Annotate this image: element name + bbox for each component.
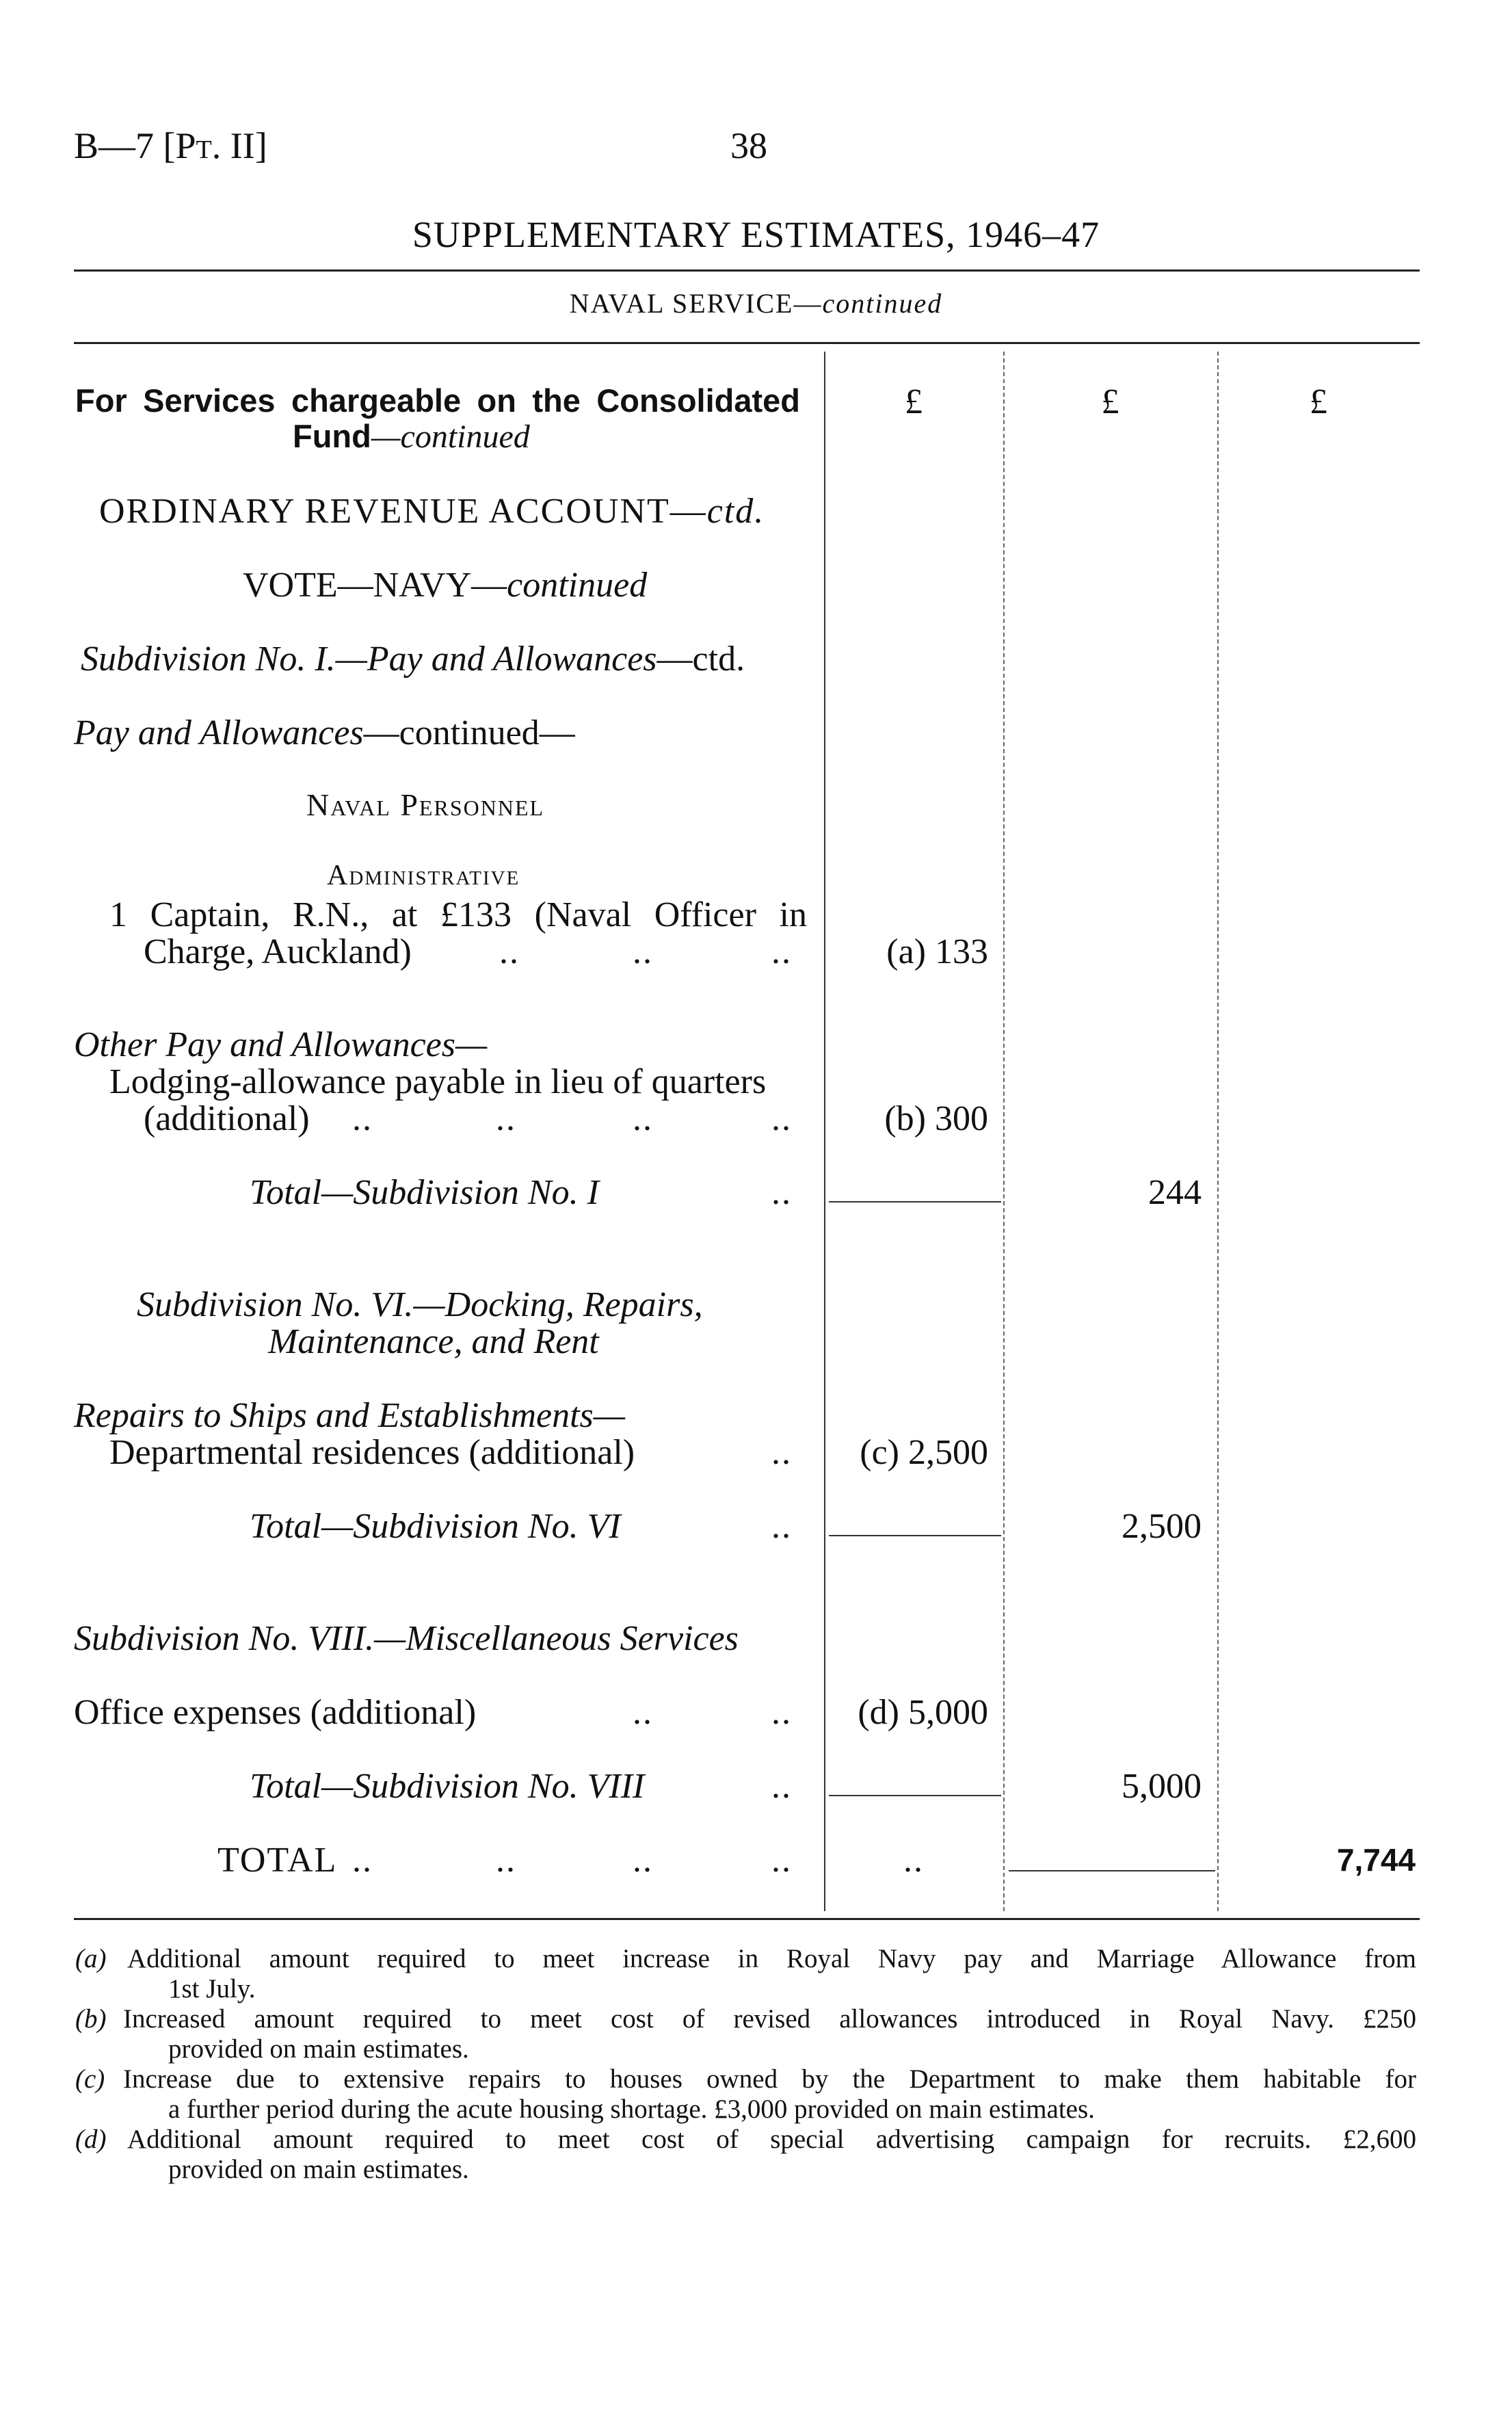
page-number: 38 bbox=[730, 125, 767, 166]
office-expenses: Office expenses (additional) bbox=[74, 1693, 477, 1732]
departmental-amount: (c) 2,500 bbox=[860, 1433, 988, 1472]
departmental-leader: .. bbox=[771, 1433, 792, 1472]
footnote-c-line-1: Increase due to extensive repairs to houses owned by the Department to make them habitable for bbox=[123, 2064, 1416, 2094]
captain-leader-3: .. bbox=[771, 932, 792, 971]
column-divider-3 bbox=[1217, 352, 1219, 1911]
captain-leader-2: .. bbox=[633, 932, 653, 971]
subdivision-8-total-rule bbox=[829, 1795, 1001, 1796]
subdivision-1-title: Subdivision No. I.—Pay and Allowances bbox=[81, 640, 657, 679]
table-bottom-rule bbox=[74, 1918, 1420, 1920]
footnote-a-marker: (a) bbox=[75, 1944, 107, 1973]
grand-total-col1-leader: .. bbox=[903, 1841, 924, 1880]
pay-allowances-heading bbox=[74, 713, 575, 753]
section-heading-fund bbox=[293, 417, 530, 456]
subdivision-1-total-amount: 244 bbox=[1148, 1173, 1202, 1212]
table-top-rule bbox=[74, 342, 1420, 344]
captain-line-2: Charge, Auckland) bbox=[144, 932, 412, 971]
column-header-1: £ bbox=[905, 382, 923, 421]
footnote-d-line-2: provided on main estimates. bbox=[168, 2155, 469, 2184]
repairs-heading: Repairs to Ships and Establishments— bbox=[74, 1396, 626, 1435]
section-subtitle bbox=[0, 287, 1512, 319]
grand-total-leader-3: .. bbox=[633, 1841, 653, 1880]
lodging-amount: (b) 300 bbox=[884, 1099, 988, 1138]
grand-total-label: TOTAL bbox=[217, 1841, 338, 1880]
page-title: SUPPLEMENTARY ESTIMATES, 1946–47 bbox=[412, 214, 1100, 255]
captain-line-1: 1 Captain, R.N., at £133 (Naval Officer in bbox=[109, 895, 807, 934]
grand-total-leader-4: .. bbox=[771, 1841, 792, 1880]
lodging-leader-3: .. bbox=[633, 1099, 653, 1138]
fund-label: Fund bbox=[293, 418, 371, 454]
footnote-b-line-2: provided on main estimates. bbox=[168, 2034, 469, 2064]
subdivision-8-title: Subdivision No. VIII.—Miscellaneous Services bbox=[74, 1619, 739, 1658]
subdivision-6-total-rule bbox=[829, 1535, 1001, 1536]
lodging-line-1: Lodging-allowance payable in lieu of quarters bbox=[109, 1062, 767, 1101]
vote-main: VOTE—NAVY— bbox=[243, 566, 507, 605]
office-amount: (d) 5,000 bbox=[858, 1693, 988, 1732]
reference-part: Pt. II bbox=[175, 125, 255, 166]
title-rule bbox=[74, 270, 1420, 272]
office-leader-1: .. bbox=[633, 1693, 653, 1732]
subdivision-6-title-2: Maintenance, and Rent bbox=[268, 1322, 599, 1361]
subtitle-italic: continued bbox=[822, 288, 943, 319]
account-italic: ctd. bbox=[706, 492, 765, 531]
grand-total-leader-1: .. bbox=[352, 1841, 373, 1880]
lodging-line-2: (additional) bbox=[144, 1099, 310, 1138]
subdivision-1-total-rule bbox=[829, 1201, 1001, 1203]
naval-personnel-heading: Naval Personnel bbox=[306, 787, 545, 822]
column-header-3: £ bbox=[1310, 382, 1327, 421]
vote-heading bbox=[243, 565, 647, 605]
footnote-d-line-1: Additional amount required to meet cost of special advertising campaign for recruits. £2,600 bbox=[127, 2125, 1416, 2154]
subdivision-6-total-label: Total—Subdivision No. VI bbox=[250, 1507, 621, 1546]
captain-leader-1: .. bbox=[499, 932, 520, 971]
account-main: ORDINARY REVENUE ACCOUNT— bbox=[99, 492, 707, 531]
pay-allowances-italic: Pay and Allowances bbox=[74, 713, 364, 752]
departmental-residences: Departmental residences (additional) bbox=[109, 1433, 635, 1472]
subdivision-1-tail: —ctd. bbox=[656, 640, 745, 679]
administrative-heading: Administrative bbox=[327, 860, 520, 891]
column-header-2: £ bbox=[1101, 382, 1119, 421]
fund-continued: —continued bbox=[371, 419, 530, 455]
reference-prefix: B—7 [ bbox=[74, 125, 176, 166]
footnote-b-marker: (b) bbox=[75, 2004, 107, 2034]
lodging-leader-2: .. bbox=[496, 1099, 516, 1138]
subdivision-6-total-leader: .. bbox=[771, 1507, 792, 1546]
pay-allowances-tail: —continued— bbox=[363, 713, 575, 752]
subdivision-1-total-label: Total—Subdivision No. I bbox=[250, 1173, 599, 1212]
grand-total-rule bbox=[1009, 1870, 1215, 1871]
subtitle-main: NAVAL SERVICE— bbox=[569, 288, 823, 319]
lodging-leader-4: .. bbox=[771, 1099, 792, 1138]
footnote-c-marker: (c) bbox=[75, 2064, 105, 2094]
lodging-leader-1: .. bbox=[352, 1099, 373, 1138]
subdivision-6-title-1: Subdivision No. VI.—Docking, Repairs, bbox=[137, 1285, 703, 1324]
section-heading: For Services chargeable on the Consolidated bbox=[75, 382, 800, 419]
other-pay-heading: Other Pay and Allowances— bbox=[74, 1025, 488, 1064]
captain-amount: (a) 133 bbox=[886, 932, 988, 971]
footnote-c-line-2: a further period during the acute housing shortage. £3,000 provided on main estimates. bbox=[168, 2094, 1095, 2124]
footnote-a-line-1: Additional amount required to meet increase in Royal Navy pay and Marriage Allowance from bbox=[127, 1944, 1416, 1973]
grand-total-leader-2: .. bbox=[496, 1841, 516, 1880]
grand-total-amount: 7,744 bbox=[1336, 1842, 1416, 1878]
subdivision-1-heading bbox=[81, 639, 745, 679]
column-divider-2 bbox=[1003, 352, 1005, 1911]
account-heading bbox=[99, 491, 765, 531]
subdivision-1-total-leader: .. bbox=[771, 1173, 792, 1212]
vote-italic: continued bbox=[507, 566, 648, 605]
footnote-b-line-1: Increased amount required to meet cost of revised allowances introduced in Royal Navy. £250 bbox=[123, 2004, 1416, 2034]
document-reference bbox=[74, 124, 267, 167]
subdivision-6-total-amount: 2,500 bbox=[1122, 1507, 1202, 1546]
subdivision-8-total-leader: .. bbox=[771, 1767, 792, 1806]
reference-suffix: ] bbox=[254, 125, 267, 166]
office-leader-2: .. bbox=[771, 1693, 792, 1732]
subdivision-8-total-label: Total—Subdivision No. VIII bbox=[250, 1767, 645, 1806]
footnote-d-marker: (d) bbox=[75, 2125, 107, 2154]
subdivision-8-total-amount: 5,000 bbox=[1122, 1767, 1202, 1806]
footnote-a-line-2: 1st July. bbox=[168, 1974, 256, 2003]
